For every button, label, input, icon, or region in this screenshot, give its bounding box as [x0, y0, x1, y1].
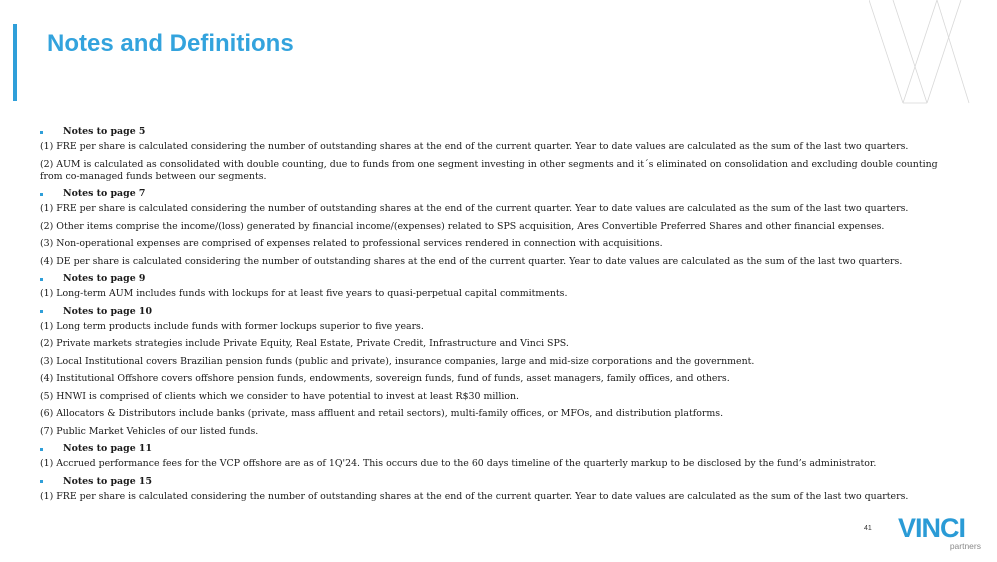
- section-header: [40, 126, 945, 138]
- note-item: (2) AUM is calculated as consolidated with double counting, due to funds from one segment investing in other segments and it´s eliminated on consolidation and excluding double counting from co-managed funds between our segments.: [40, 158, 938, 182]
- section-header: [40, 476, 945, 488]
- bullet-square-icon: [40, 193, 43, 196]
- page-title: Notes and Definitions: [47, 30, 294, 57]
- note-item: (1) Long term products include funds with former lockups superior to five years.: [40, 320, 424, 332]
- bullet-square-icon: [40, 278, 43, 281]
- bullet-square-icon: [40, 448, 43, 451]
- section-header-label: Notes to page 5: [63, 126, 146, 137]
- note-item: (1) FRE per share is calculated considering the number of outstanding shares at the end of the current quarter. Year to date values are calculated as the sum of the last two quarters.: [40, 203, 909, 214]
- section-header-label: Notes to page 9: [63, 273, 146, 284]
- note-item: (2) Other items comprise the income/(loss) generated by financial income/(expenses) related to SPS acquisition, Ares Convertible Preferred Shares and other financial expenses.: [40, 220, 885, 232]
- note-item: (4) DE per share is calculated considering the number of outstanding shares at the end of the current quarter. Year to date values are calculated as the sum of the last two quarters.: [40, 255, 903, 267]
- note-item: (3) Non-operational expenses are comprised of expenses related to professional services rendered in connection with acquisitions.: [40, 238, 663, 249]
- section-header: [40, 443, 945, 455]
- logo-subtitle: partners: [949, 541, 981, 551]
- section-header-label: Notes to page 10: [63, 305, 152, 317]
- section-header: [40, 188, 945, 200]
- note-item: (6) Allocators & Distributors include banks (private, mass affluent and retail sectors), multi-family offices, or MFOs, and distribution platforms.: [40, 408, 724, 419]
- note-item: (1) Accrued performance fees for the VCP offshore are as of 1Q'24. This occurs due to the 60 days timeline of the quarterly markup to be disclosed by the fund’s administrator.: [40, 458, 877, 469]
- section-header: [40, 306, 945, 318]
- bullet-square-icon: [40, 310, 43, 313]
- note-item: (4) Institutional Offshore covers offshore pension funds, endowments, sovereign funds, fund of funds, asset managers, family offices, and others.: [40, 373, 730, 384]
- note-item: (2) Private markets strategies include Private Equity, Real Estate, Private Credit, Infrastructure and Vinci SPS.: [40, 338, 569, 349]
- notes-content: [40, 126, 945, 508]
- decorative-v-lines-graphic: [869, 0, 989, 110]
- bullet-square-icon: [40, 480, 43, 483]
- section-header-label: Notes to page 11: [63, 443, 152, 454]
- page-number: 41: [864, 525, 872, 532]
- section-header-label: Notes to page 7: [63, 188, 146, 199]
- vinci-partners-logo: [898, 515, 984, 551]
- note-item: (1) FRE per share is calculated considering the number of outstanding shares at the end of the current quarter. Year to date values are calculated as the sum of the last two quarters.: [40, 490, 909, 502]
- logo-wordmark: VINCI: [898, 513, 966, 543]
- bullet-square-icon: [40, 131, 43, 134]
- section-header: [40, 273, 945, 285]
- note-item: (1) FRE per share is calculated considering the number of outstanding shares at the end of the current quarter. Year to date values are calculated as the sum of the last two quarters.: [40, 141, 909, 152]
- note-item: (1) Long-term AUM includes funds with lockups for at least five years to quasi-perpetual capital commitments.: [40, 288, 568, 299]
- title-accent-bar: [13, 24, 17, 101]
- section-header-label: Notes to page 15: [63, 475, 152, 487]
- note-item: (7) Public Market Vehicles of our listed funds.: [40, 425, 259, 437]
- note-item: (3) Local Institutional covers Brazilian pension funds (public and private), insurance companies, large and mid-size corporations and the government.: [40, 355, 755, 367]
- note-item: (5) HNWI is comprised of clients which we consider to have potential to invest at least R$30 million.: [40, 390, 519, 402]
